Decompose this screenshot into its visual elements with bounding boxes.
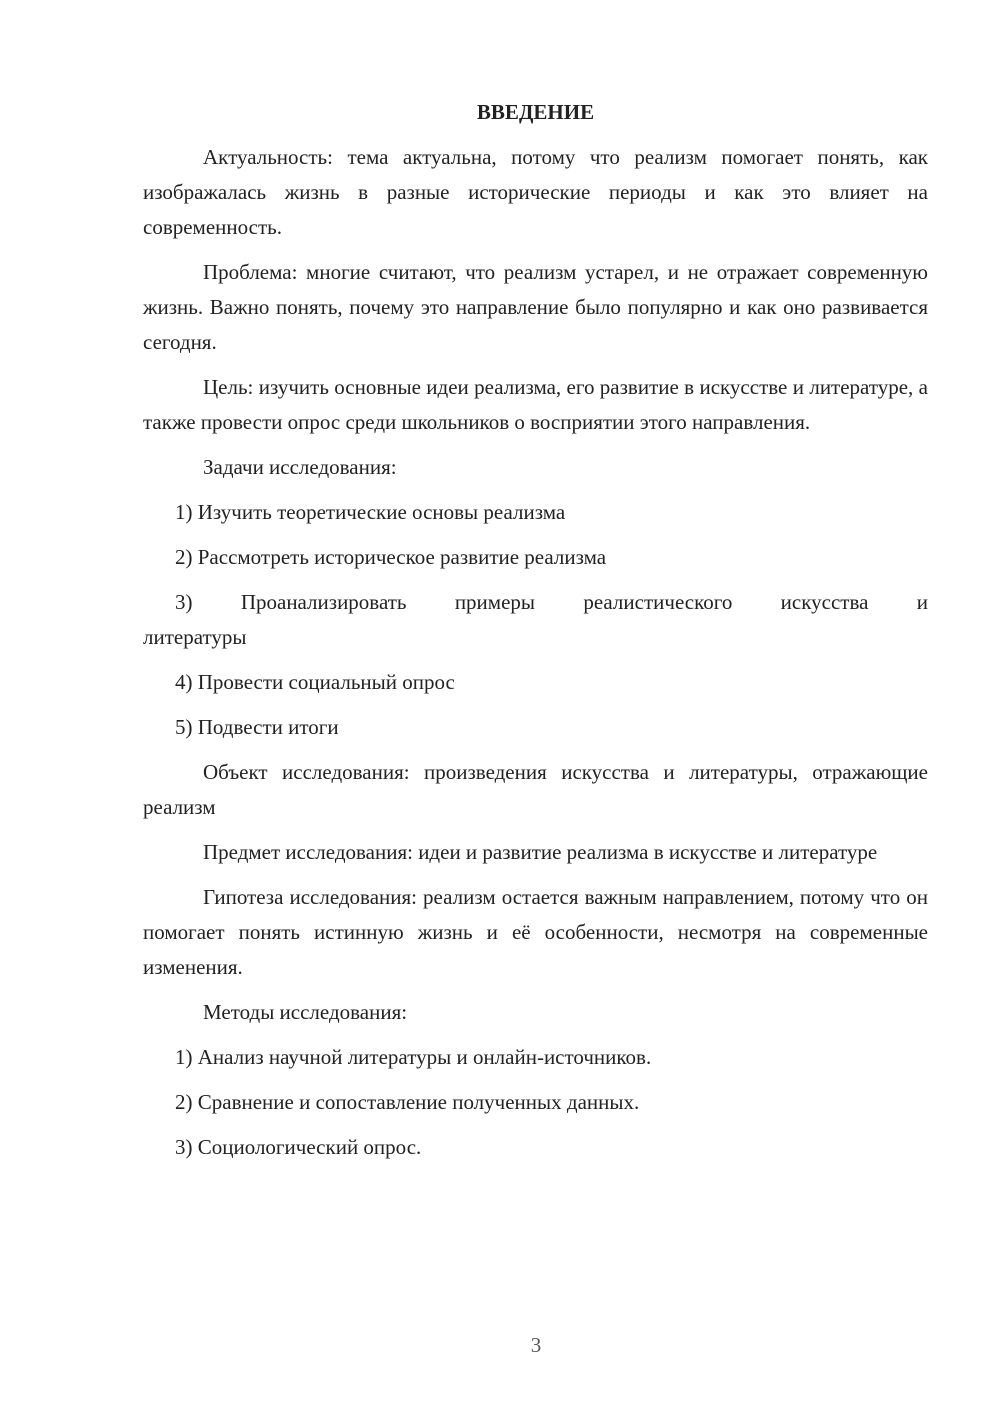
relevance-paragraph: Актуальность: тема актуальна, потому что реализм помогает понять, как изображалась жизнь в разные исторические периоды и как это влияет на современность. [143,145,928,239]
task-item-2: 2) Рассмотреть историческое развитие реализма [175,545,607,569]
task-item-3-word: 3) [175,590,193,614]
method-item-1: 1) Анализ научной литературы и онлайн-источников. [175,1045,652,1069]
method-item-3: 3) Социологический опрос. [175,1135,422,1159]
page-title: ВВЕДЕНИЕ [476,100,595,124]
task-item-4: 4) Провести социальный опрос [175,670,455,694]
goal-paragraph: Цель: изучить основные идеи реализма, его развитие в искусстве и литературе, а также провести опрос среди школьников о восприятии этого направления. [143,375,928,434]
page-number: 3 [530,1333,542,1357]
task-item-1: 1) Изучить теоретические основы реализма [175,500,566,524]
tasks-heading: Задачи исследования: [203,455,397,479]
task-item-3 [143,585,928,655]
task-item-3-first-line [143,585,928,620]
task-item-5: 5) Подвести итоги [175,715,339,739]
hypothesis-paragraph: Гипотеза исследования: реализм остается важным направлением, потому что он помогает понять истинную жизнь и её особенности, несмотря на современные изменения. [143,885,928,979]
task-item-3-word: и [916,590,928,614]
document-body [143,95,928,1175]
problem-paragraph: Проблема: многие считают, что реализм устарел, и не отражает современную жизнь. Важно понять, почему это направление было популярно и как оно развивается сегодня. [143,260,928,354]
task-item-3-word: искусства [780,590,869,614]
task-item-3-word: Проанализировать [240,590,407,614]
task-item-3-continuation: литературы [143,625,247,649]
method-item-2: 2) Сравнение и сопоставление полученных данных. [175,1090,640,1114]
subject-paragraph: Предмет исследования: идеи и развитие реализма в искусстве и литературе [203,840,878,864]
task-item-3-word: реалистического [583,590,733,614]
methods-heading: Методы исследования: [203,1000,408,1024]
object-paragraph: Объект исследования: произведения искусства и литературы, отражающие реализм [143,760,928,819]
task-item-3-word: примеры [454,590,536,614]
